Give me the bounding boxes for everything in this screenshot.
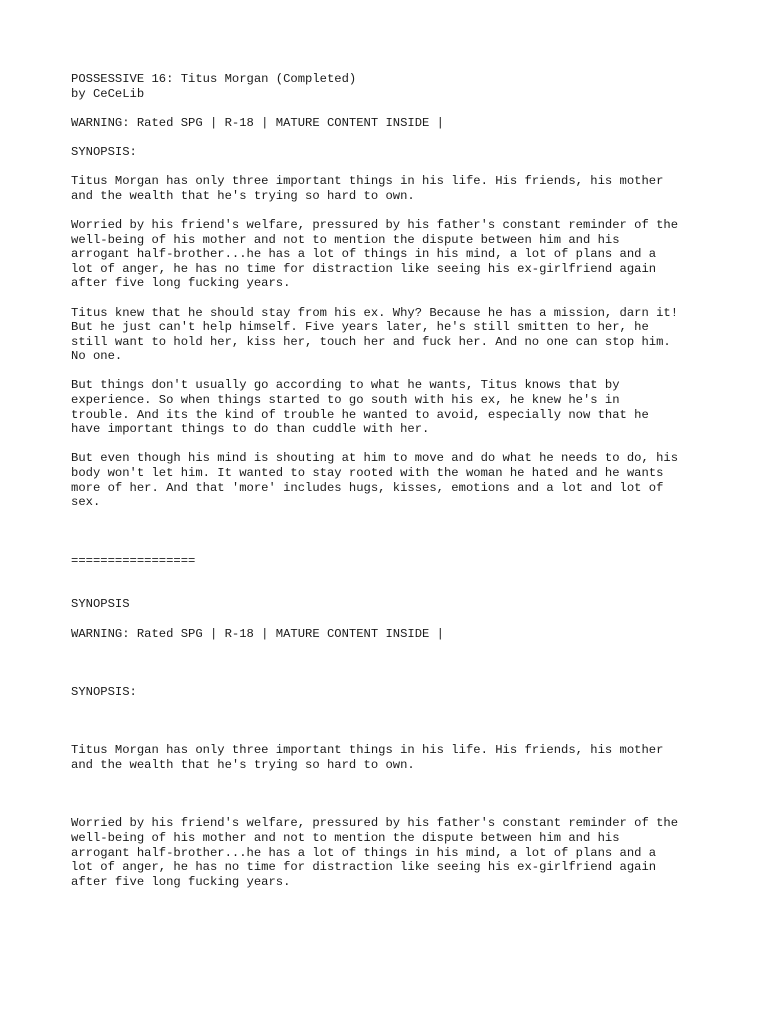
paragraph-line: arrogant half-brother...he has a lot of things in his mind, a lot of plans and a (71, 845, 657, 860)
paragraph-line: Titus Morgan has only three important things in his life. His friends, his mother (71, 174, 664, 189)
paragraph (71, 743, 711, 772)
paragraph-line: well-being of his mother and not to mention the dispute between him and his (71, 232, 620, 247)
paragraph (71, 378, 711, 436)
paragraph (71, 816, 711, 889)
section-separator: ================= (71, 553, 196, 568)
paragraph-line: But even though his mind is shouting at him to move and do what he needs to do, his (71, 451, 679, 466)
paragraph (71, 306, 711, 364)
paragraph-line: lot of anger, he has no time for distraction like seeing his ex-girlfriend again (71, 860, 657, 875)
paragraph-line: experience. So when things started to go south with his ex, he knew he's in (71, 393, 620, 408)
paragraph-line: after five long fucking years. (71, 276, 291, 291)
synopsis-heading: SYNOPSIS: (71, 144, 137, 159)
document-page (71, 72, 711, 889)
synopsis-heading-second: SYNOPSIS: (71, 684, 137, 699)
content-warning: WARNING: Rated SPG | R-18 | MATURE CONTENT INSIDE | (71, 115, 444, 130)
paragraph-line: Worried by his friend's welfare, pressured by his father's constant reminder of the (71, 816, 679, 831)
content-warning-repeat: WARNING: Rated SPG | R-18 | MATURE CONTENT INSIDE | (71, 626, 444, 641)
paragraph-line: arrogant half-brother...he has a lot of things in his mind, a lot of plans and a (71, 247, 657, 262)
document-title: POSSESSIVE 16: Titus Morgan (Completed) (71, 72, 357, 86)
paragraph-line: trouble. And its the kind of trouble he wanted to avoid, especially now that he (71, 407, 649, 422)
paragraph-line: and the wealth that he's trying so hard to own. (71, 757, 415, 772)
paragraph-line: more of her. And that 'more' includes hugs, kisses, emotions and a lot and lot of (71, 480, 664, 495)
paragraph-line: still want to hold her, kiss her, touch her and fuck her. And no one can stop him. (71, 334, 671, 349)
paragraph-line: But things don't usually go according to what he wants, Titus knows that by (71, 378, 620, 393)
paragraph-line: and the wealth that he's trying so hard to own. (71, 188, 415, 203)
paragraph (71, 174, 711, 203)
paragraph-line: body won't let him. It wanted to stay rooted with the woman he hated and he wants (71, 466, 664, 481)
paragraph-line: Titus Morgan has only three important things in his life. His friends, his mother (71, 743, 664, 758)
synopsis-body (71, 174, 711, 510)
paragraph-line: well-being of his mother and not to mention the dispute between him and his (71, 830, 620, 845)
paragraph-line: Worried by his friend's welfare, pressured by his father's constant reminder of the (71, 217, 679, 232)
paragraph-line: sex. (71, 495, 101, 510)
paragraph (71, 451, 711, 509)
synopsis-body-repeat (71, 743, 711, 889)
paragraph-line: No one. (71, 349, 123, 364)
synopsis-heading-repeat: SYNOPSIS (71, 597, 130, 612)
paragraph-line: But he just can't help himself. Five years later, he's still smitten to her, he (71, 320, 649, 335)
paragraph-line: after five long fucking years. (71, 874, 291, 889)
paragraph-line: Titus knew that he should stay from his ex. Why? Because he has a mission, darn it! (71, 305, 679, 320)
paragraph-line: lot of anger, he has no time for distraction like seeing his ex-girlfriend again (71, 261, 657, 276)
document-byline: by CeCeLib (71, 86, 145, 101)
paragraph (71, 218, 711, 291)
paragraph-line: have important things to do than cuddle with her. (71, 422, 430, 437)
